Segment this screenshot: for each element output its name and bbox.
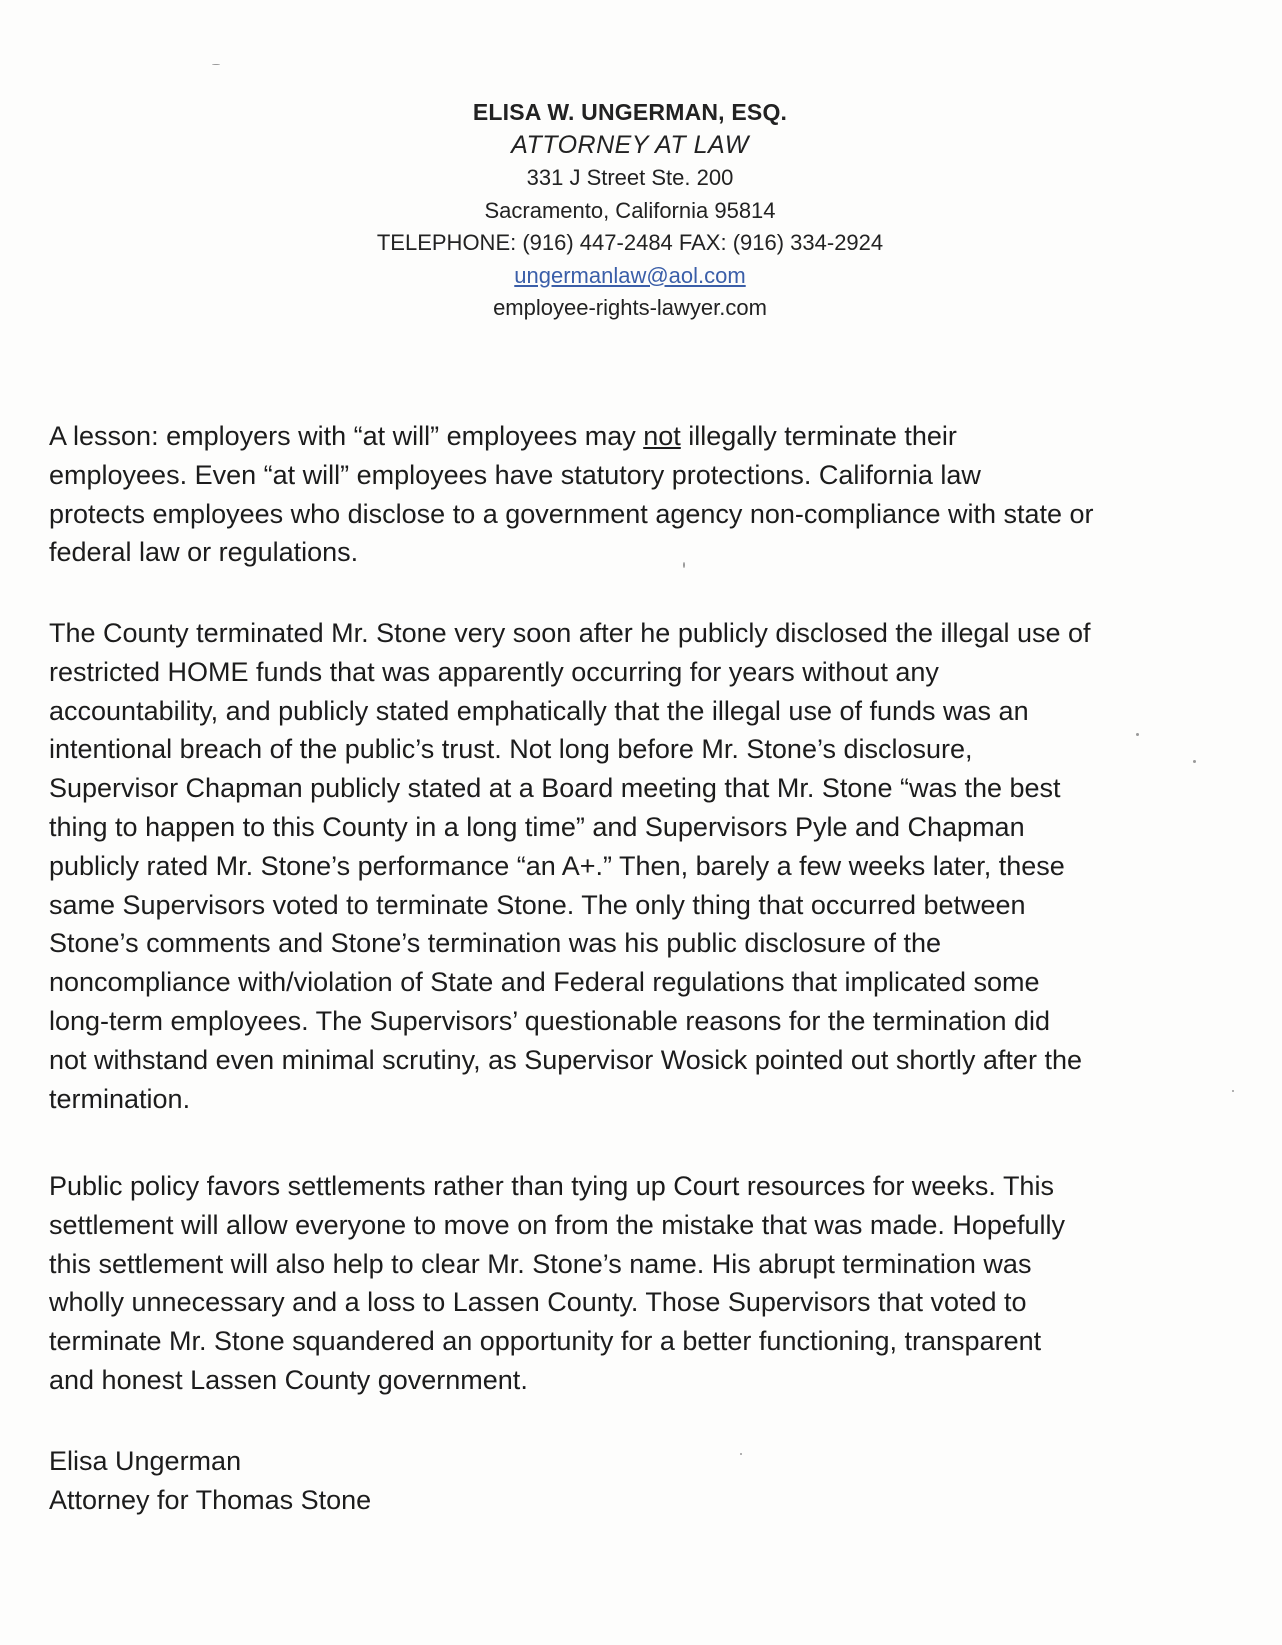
paragraph-line: thing to happen to this County in a long time” and Supervisors Pyle and Chapman <box>49 811 1025 842</box>
paragraph-line: termination. <box>49 1083 191 1114</box>
paragraph-line: Supervisor Chapman publicly stated at a Board meeting that Mr. Stone “was the best <box>49 773 1061 804</box>
paragraph-line: same Supervisors voted to terminate Stone. The only thing that occurred between <box>49 889 1026 920</box>
phone-fax: TELEPHONE: (916) 447-2484 FAX: (916) 334-2924 <box>376 230 884 255</box>
signature-name: Elisa Ungerman <box>49 1446 242 1476</box>
website: employee-rights-lawyer.com <box>493 295 767 320</box>
signature-block <box>49 1442 1249 1520</box>
paragraph-line: federal law or regulations. <box>49 537 359 568</box>
signature-role: Attorney for Thomas Stone <box>49 1484 372 1515</box>
paragraph-line: employees. Even “at will” employees have statutory protections. California law <box>49 459 981 490</box>
paragraph-line: publicly rated Mr. Stone’s performance “an A+.” Then, barely a few weeks later, these <box>49 850 1065 881</box>
paragraph-line: restricted HOME funds that was apparently occurring for years without any <box>49 656 939 687</box>
paragraph-line: settlement will allow everyone to move on from the mistake that was made. Hopefully <box>49 1209 1065 1240</box>
attorney-title: ATTORNEY AT LAW <box>511 131 749 159</box>
city-address: Sacramento, California 95814 <box>484 197 776 223</box>
paragraph-line: this settlement will also help to clear Mr. Stone’s name. His abrupt termination was <box>49 1248 1032 1279</box>
paragraph-termination <box>49 614 1249 1118</box>
paragraph-line: A lesson: employers with “at will” employees may not illegally terminate their <box>49 421 957 451</box>
street-address: 331 J Street Ste. 200 <box>526 165 734 190</box>
paragraph-settlement <box>49 1167 1249 1400</box>
paragraph-line: long-term employees. The Supervisors’ questionable reasons for the termination did <box>49 1005 1051 1036</box>
paragraph-line: accountability, and publicly stated emphatically that the illegal use of funds was an <box>49 695 1029 726</box>
email-link[interactable]: ungermanlaw@aol.com <box>514 262 746 288</box>
paragraph-line: Stone’s comments and Stone’s termination was his public disclosure of the <box>49 928 941 959</box>
paragraph-line: noncompliance with/violation of State and Federal regulations that implicated some <box>49 967 1040 998</box>
paragraph-lesson <box>49 417 1249 572</box>
paragraph-line: and honest Lassen County government. <box>49 1364 528 1395</box>
paragraph-line: wholly unnecessary and a loss to Lassen County. Those Supervisors that voted to <box>49 1287 1027 1318</box>
attorney-name: ELISA W. UNGERMAN, ESQ. <box>472 99 788 125</box>
paragraph-line: terminate Mr. Stone squandered an opportunity for a better functioning, transparent <box>49 1326 1042 1357</box>
paragraph-line: Public policy favors settlements rather than tying up Court resources for weeks. This <box>49 1171 1054 1201</box>
paragraph-line: intentional breach of the public’s trust. Not long before Mr. Stone’s disclosure, <box>49 734 973 765</box>
paragraph-line: not withstand even minimal scrutiny, as Supervisor Wosick pointed out shortly after the <box>49 1044 1082 1075</box>
scan-speck <box>212 64 220 65</box>
paragraph-line: The County terminated Mr. Stone very soon after he publicly disclosed the illegal use of <box>49 618 1091 648</box>
paragraph-line: protects employees who disclose to a government agency non-compliance with state or <box>49 498 1094 529</box>
letterhead <box>0 96 1260 325</box>
emphasis-not: not <box>643 421 681 451</box>
